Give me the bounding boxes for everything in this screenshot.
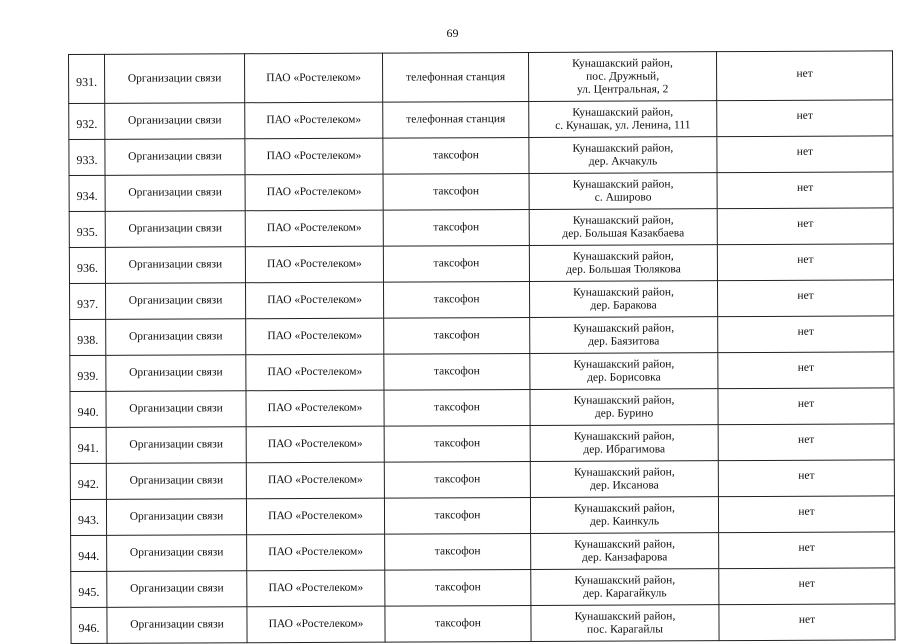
address-line: Кунашакский район, [572,56,673,70]
object-type-cell: таксофон [383,173,529,210]
address-line: дер. Баракова [590,298,657,312]
status-cell: нет [718,424,894,461]
address-line: дер. Каинкуль [589,514,660,528]
table-row [70,460,894,500]
address-line: Кунашакский район, [573,429,675,443]
status-cell: нет [719,532,895,569]
organization-cell: ПАО «Ростелеком» [246,354,384,391]
table-row [69,172,893,212]
row-number-cell: 932. [69,103,105,139]
category-cell: Организации связи [107,571,247,608]
address-line: пос. Карагайлы [587,622,664,636]
address-cell [529,173,717,210]
status-cell: нет [717,172,893,209]
row-number-cell: 940. [70,391,106,427]
address-line: дер. Карагайкуль [583,586,667,600]
row-number-cell: 939. [70,355,106,391]
data-table [68,50,896,644]
category-cell: Организации связи [105,211,245,248]
address-cell [529,137,717,174]
address-line: Кунашакский район, [573,465,675,479]
organization-cell: ПАО «Ростелеком» [245,210,383,247]
row-number-cell: 931. [69,54,105,103]
object-type-cell: таксофон [384,317,530,354]
address-line: Кунашакский район, [573,357,675,371]
address-line: Кунашакский район, [572,141,674,155]
category-cell: Организации связи [107,535,247,572]
category-cell: Организации связи [106,283,246,320]
address-cell [530,461,718,498]
table-row [69,244,893,284]
object-type-cell: таксофон [384,353,530,390]
status-cell: нет [718,496,894,533]
table-row [70,388,894,428]
address-cell [528,52,716,102]
table-row [69,51,893,104]
address-line: Кунашакский район, [574,609,676,623]
category-cell: Организации связи [106,463,246,500]
table-body [69,51,896,644]
category-cell: Организации связи [106,427,246,464]
organization-cell: ПАО «Ростелеком» [245,53,383,103]
table-row [70,316,894,356]
object-type-cell: таксофон [383,281,529,318]
address-cell [530,497,718,534]
category-cell: Организации связи [105,103,245,140]
address-line: дер. Иксанова [590,478,659,492]
table-row [69,136,893,176]
row-number-cell: 944. [71,535,107,571]
organization-cell: ПАО «Ростелеком» [245,102,383,139]
status-cell: нет [719,604,895,641]
table-row [71,568,895,608]
address-line: Кунашакский район, [573,321,675,335]
address-cell [529,209,717,246]
table-row [70,280,894,320]
status-cell: нет [718,388,894,425]
status-cell: нет [717,208,893,245]
organization-cell: ПАО «Ростелеком» [246,462,384,499]
address-line: Кунашакский район, [574,573,676,587]
row-number-cell: 936. [69,247,105,283]
address-cell [530,425,718,462]
address-line: дер. Акчакуль [588,154,658,168]
address-line: Кунашакский район, [573,285,674,299]
row-number-cell: 945. [71,571,107,607]
status-cell: нет [719,568,895,605]
status-cell: нет [718,460,894,497]
object-type-cell: таксофон [384,461,530,498]
address-line: с. Аширово [594,190,652,204]
row-number-cell: 938. [70,319,106,355]
organization-cell: ПАО «Ростелеком» [247,570,385,607]
address-line: пос. Дружный, [586,69,660,83]
object-type-cell: таксофон [383,137,529,174]
category-cell: Организации связи [106,355,246,392]
organization-cell: ПАО «Ростелеком» [246,318,384,355]
address-line: дер. Большая Казакбаева [562,226,685,240]
object-type-cell: телефонная станция [382,52,528,102]
object-type-cell: таксофон [385,533,531,570]
row-number-cell: 943. [70,499,106,535]
organization-cell: ПАО «Ростелеком» [246,390,384,427]
status-cell: нет [718,316,894,353]
address-line: Кунашакский район, [574,501,675,515]
table-row [69,208,893,248]
address-line: Кунашакский район, [572,177,674,191]
table-row [71,532,895,572]
address-line: Кунашакский район, [573,393,675,407]
category-cell: Организации связи [106,499,246,536]
address-cell [531,605,719,642]
row-number-cell: 937. [70,283,106,319]
address-cell [529,245,717,282]
address-line: ул. Центральная, 2 [576,82,669,96]
organization-cell: ПАО «Ростелеком» [246,426,384,463]
category-cell: Организации связи [105,247,245,284]
organization-cell: ПАО «Ростелеком» [245,282,383,319]
address-line: дер. Борисовка [587,370,661,384]
table-row [69,100,893,140]
row-number-cell: 942. [70,463,106,499]
organization-cell: ПАО «Ростелеком» [247,534,385,571]
organization-cell: ПАО «Ростелеком» [245,174,383,211]
address-cell [530,353,718,390]
address-cell [530,317,718,354]
row-number-cell: 934. [69,175,105,211]
object-type-cell: телефонная станция [383,101,529,138]
address-line: дер. Канзафарова [582,550,668,564]
address-line: дер. Бурино [594,406,654,420]
address-line: Кунашакский район, [572,249,674,263]
address-line: Кунашакский район, [574,537,676,551]
table-row [70,496,894,536]
address-cell [531,569,719,606]
status-cell: нет [716,51,892,101]
table-row [70,424,894,464]
category-cell: Организации связи [106,319,246,356]
address-cell [529,101,717,138]
address-line: Кунашакский район, [572,105,674,119]
organization-cell: ПАО «Ростелеком» [245,138,383,175]
address-cell [529,281,717,318]
object-type-cell: таксофон [383,209,529,246]
status-cell: нет [717,100,893,137]
organization-cell: ПАО «Ростелеком» [246,498,384,535]
row-number-cell: 946. [71,607,107,643]
row-number-cell: 935. [69,211,105,247]
category-cell: Организации связи [106,391,246,428]
organization-cell: ПАО «Ростелеком» [247,606,385,643]
address-line: с. Кунашак, ул. Ленина, 111 [555,118,691,132]
address-cell [530,389,718,426]
status-cell: нет [717,244,893,281]
address-line: дер. Баязитова [588,334,660,348]
page-number: 69 [446,26,459,40]
object-type-cell: таксофон [385,605,531,642]
status-cell: нет [717,280,893,317]
status-cell: нет [718,352,894,389]
row-number-cell: 933. [69,139,105,175]
object-type-cell: таксофон [384,497,530,534]
category-cell: Организации связи [107,607,247,644]
status-cell: нет [717,136,893,173]
address-line: Кунашакский район, [572,213,674,227]
object-type-cell: таксофон [384,425,530,462]
object-type-cell: таксофон [384,389,530,426]
table-row [71,604,895,644]
row-number-cell: 941. [70,427,106,463]
category-cell: Организации связи [105,175,245,212]
table-row [70,352,894,392]
address-cell [531,533,719,570]
category-cell: Организации связи [105,139,245,176]
object-type-cell: таксофон [385,569,531,606]
address-line: дер. Большая Тюлякова [566,262,681,276]
category-cell: Организации связи [105,54,245,104]
organization-cell: ПАО «Ростелеком» [245,246,383,283]
address-line: дер. Ибрагимова [583,442,666,456]
object-type-cell: таксофон [383,245,529,282]
